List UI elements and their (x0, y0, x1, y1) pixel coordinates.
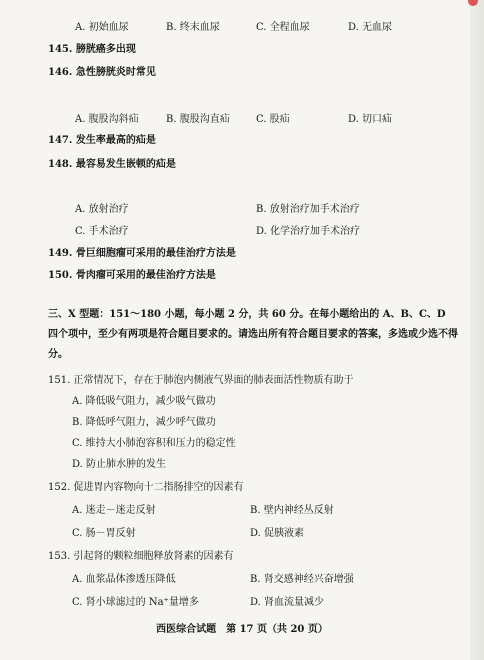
q152-option-b: B. 壁内神经丛反射 (250, 505, 334, 516)
question-150: 150. 骨肉瘤可采用的最佳治疗方法是 (48, 270, 216, 281)
question-151: 151. 正常情况下，存在于肺泡内侧液气界面的肺表面活性物质有助于 (48, 375, 354, 386)
question-147: 147. 发生率最高的疝是 (48, 135, 156, 146)
option-c-total-hematuria: C. 全程血尿 (256, 22, 310, 33)
q152-option-a: A. 迷走－迷走反射 (72, 505, 156, 516)
q153-option-b: B. 肾交感神经兴奋增强 (250, 574, 354, 585)
option-c-surgery: C. 手术治疗 (75, 226, 129, 237)
option-d-no-hematuria: D. 无血尿 (348, 22, 393, 33)
option-a-radiotherapy: A. 放射治疗 (75, 204, 129, 215)
q153-option-d: D. 肾血流量减少 (250, 597, 325, 608)
question-146: 146. 急性膀胱炎时常见 (48, 67, 156, 78)
q152-option-c: C. 肠－胃反射 (72, 528, 136, 539)
option-c-femoral-hernia: C. 股疝 (256, 114, 290, 125)
question-152: 152. 促进胃内容物向十二指肠排空的因素有 (48, 482, 244, 493)
q151-option-d: D. 防止肺水肿的发生 (72, 459, 167, 470)
q152-option-d: D. 促胰液素 (250, 528, 305, 539)
question-148: 148. 最容易发生嵌顿的疝是 (48, 159, 176, 170)
option-d-incisional-hernia: D. 切口疝 (348, 114, 393, 125)
q153-option-a: A. 血浆晶体渗透压降低 (72, 574, 176, 585)
option-d-chemotherapy-plus-surgery: D. 化学治疗加手术治疗 (256, 226, 361, 237)
option-a-indirect-inguinal-hernia: A. 腹股沟斜疝 (75, 114, 139, 125)
q153-option-c: C. 肾小球滤过的 Na⁺量增多 (72, 597, 199, 608)
question-145: 145. 膀胱癌多出现 (48, 44, 136, 55)
page-edge (470, 0, 484, 660)
section-3-instructions: 三、X 型题：151～180 小题，每小题 2 分，共 60 分。在每小题给出的 A、B、C、D 四个项中，至少有两项是符合题目要求的。请选出所有符合题目要求的答案，多选或少选不得分。 (48, 309, 458, 360)
q151-option-c: C. 维持大小肺泡容积和压力的稳定性 (72, 438, 236, 449)
question-149: 149. 骨巨细胞瘤可采用的最佳治疗方法是 (48, 248, 236, 259)
question-153: 153. 引起肾的颗粒细胞释放肾素的因素有 (48, 551, 234, 562)
page-footer: 西医综合试题 第 17 页（共 20 页） (156, 624, 328, 635)
option-b-direct-inguinal-hernia: B. 腹股沟直疝 (166, 114, 230, 125)
q151-option-b: B. 降低呼气阻力，减少呼气做功 (72, 417, 216, 428)
option-b-terminal-hematuria: B. 终末血尿 (166, 22, 220, 33)
q151-option-a: A. 降低吸气阻力，减少吸气做功 (72, 396, 216, 407)
option-a-initial-hematuria: A. 初始血尿 (75, 22, 129, 33)
option-b-radiotherapy-plus-surgery: B. 放射治疗加手术治疗 (256, 204, 360, 215)
